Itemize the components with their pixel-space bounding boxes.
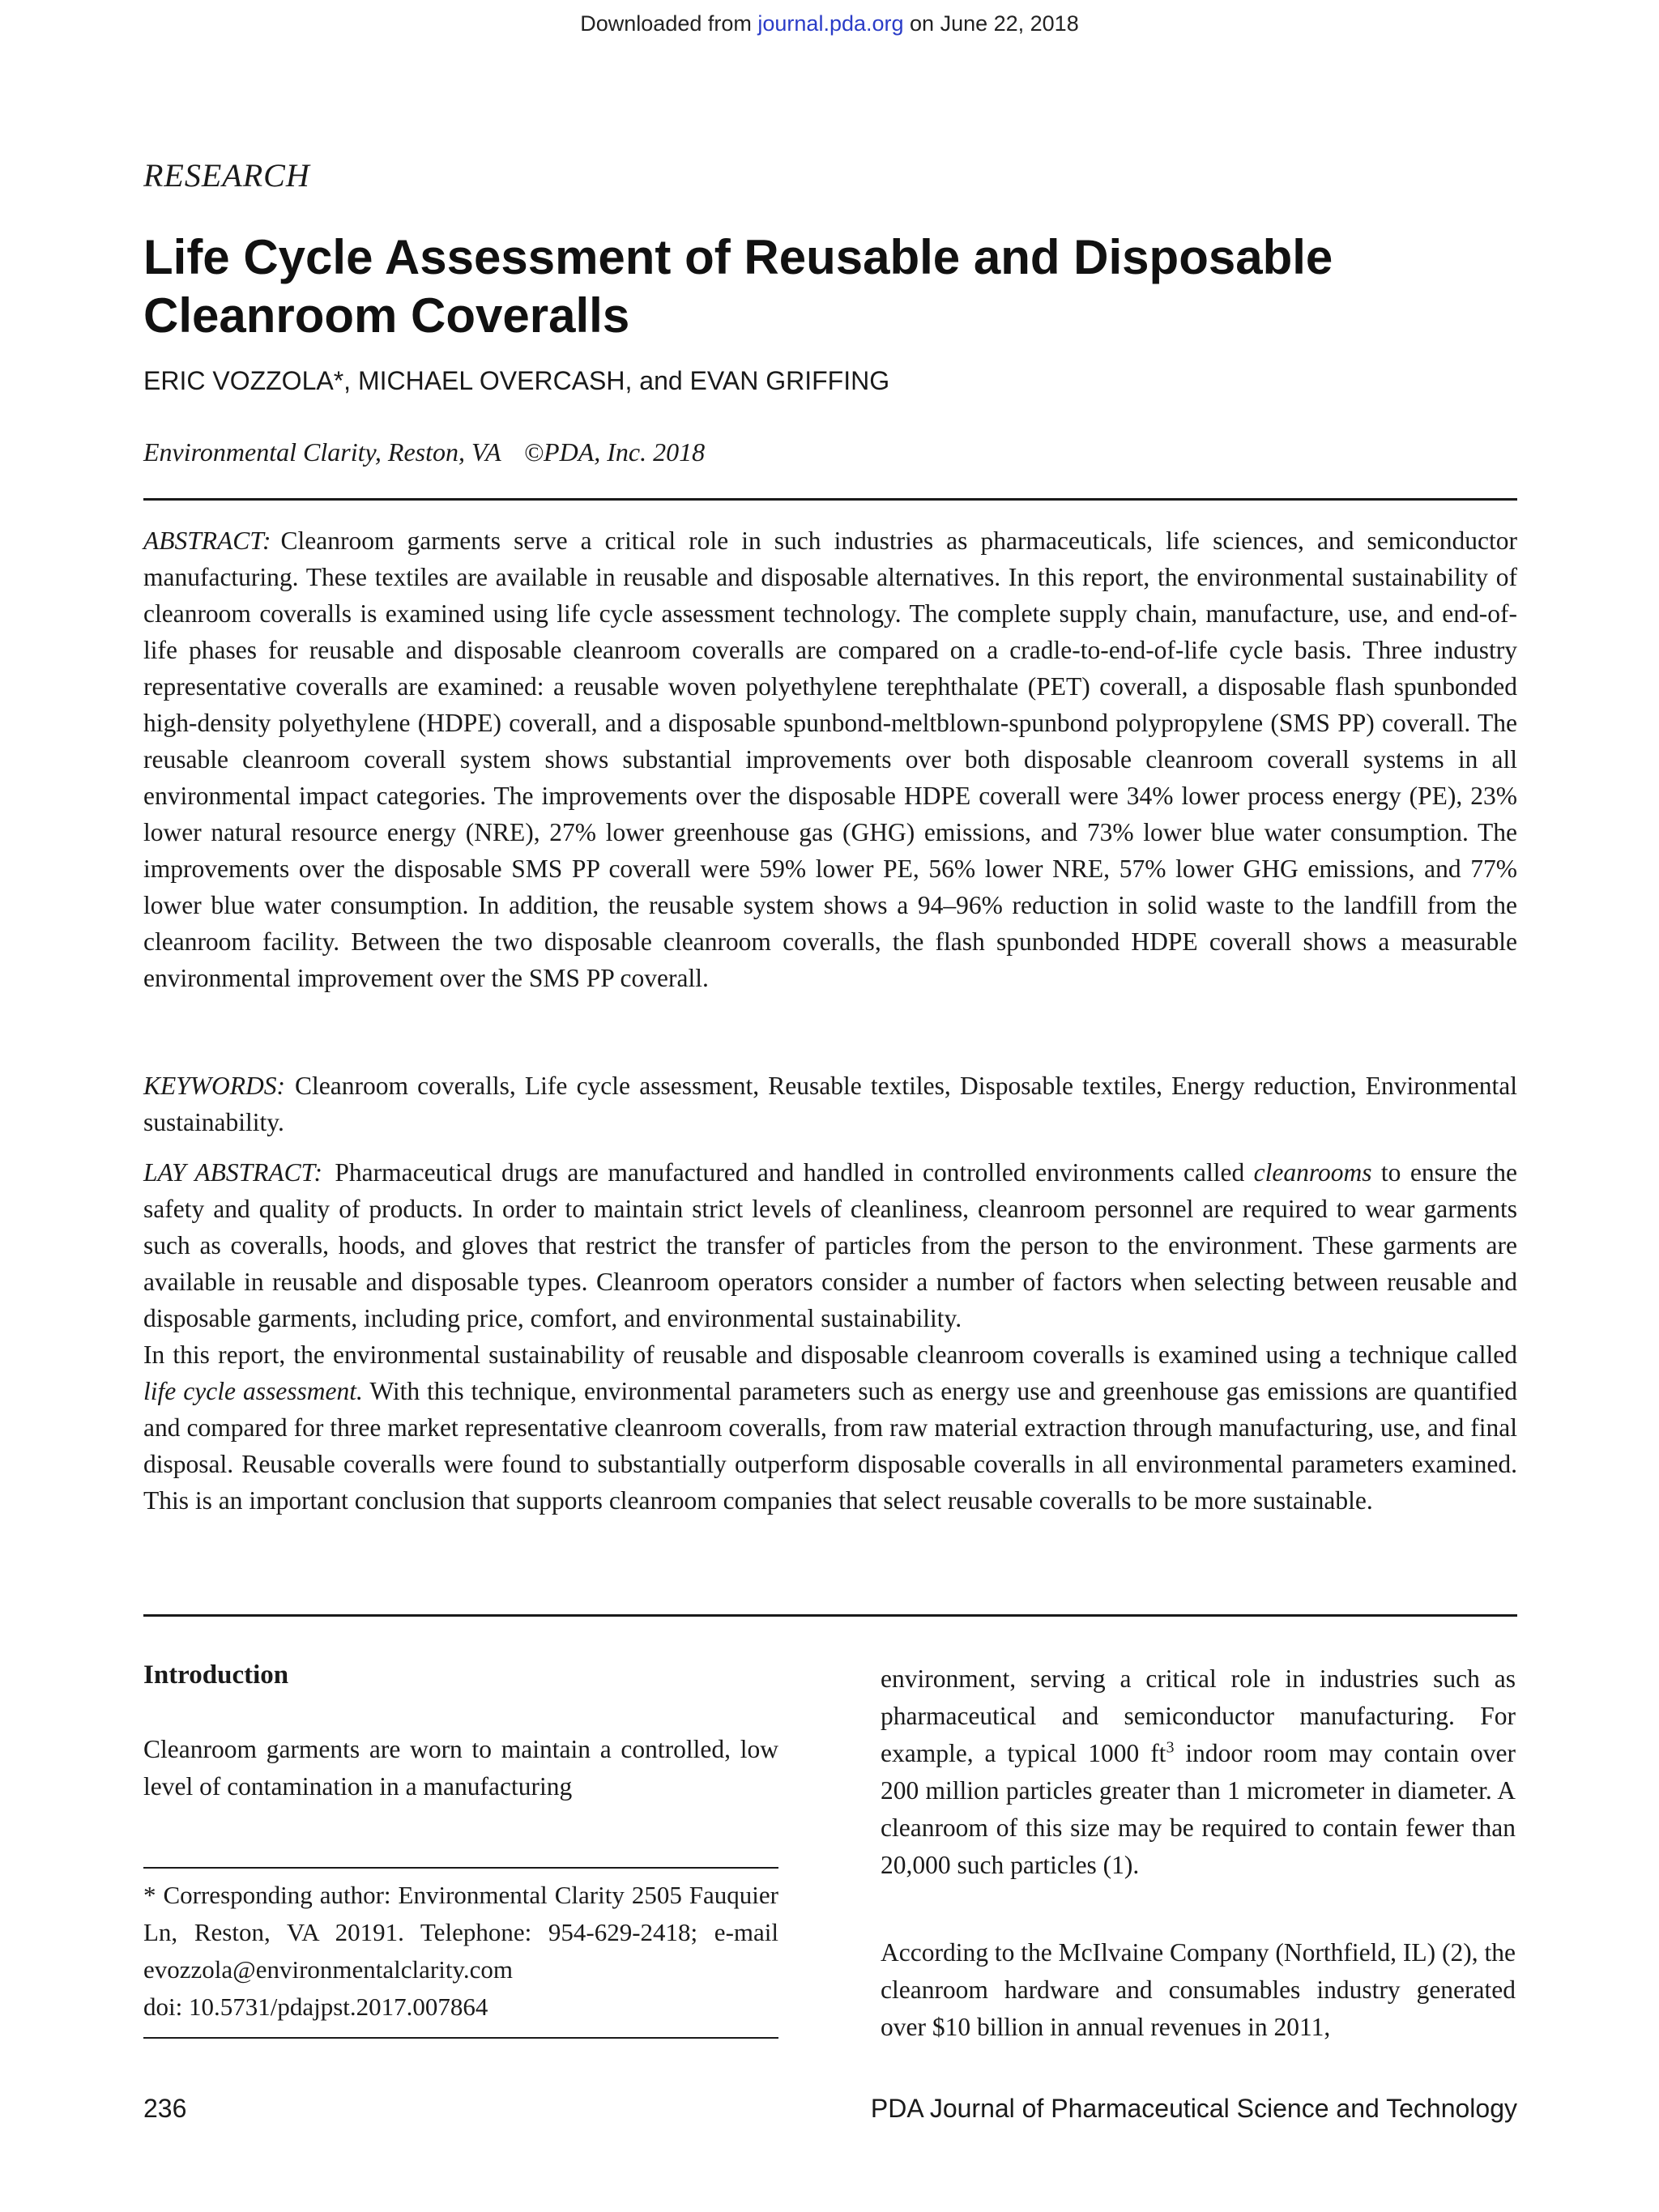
right-column-paragraph-1	[881, 1660, 1516, 1884]
abstract-text: Cleanroom garments serve a critical role in such industries as pharmaceuticals, life sciences, and semiconductor manufacturing. These textiles are available in reusable and disposable alternatives. In this report, the environmental sustainability of cleanroom coveralls is examined using life cycle assessment technology. The complete supply chain, manufacture, use, and end-of-life phases for reusable and disposable cleanroom coveralls are compared on a cradle-to-end-of-life cycle basis. Three industry representative coveralls are examined: a reusable woven polyethylene terephthalate (PET) coverall, a disposable flash spunbonded high-density polyethylene (HDPE) coverall, and a disposable spunbond-meltblown-spunbond polypropylene (SMS PP) coverall. The reusable cleanroom coverall system shows substantial improvements over both disposable cleanroom coverall systems in all environmental impact categories. The improvements over the disposable HDPE coverall were 34% lower process energy (PE), 23% lower natural resource energy (NRE), 27% lower greenhouse gas (GHG) emissions, and 73% lower blue water consumption. The improvements over the disposable SMS PP coverall were 59% lower PE, 56% lower NRE, 57% lower GHG emissions, and 77% lower blue water consumption. In addition, the reusable system shows a 94–96% reduction in solid waste to the landfill from the cleanroom facility. Between the two disposable cleanroom coveralls, the flash spunbonded HDPE coverall shows a measurable environmental improvement over the SMS PP coverall.	[143, 526, 1517, 992]
cubic-superscript: 3	[1166, 1738, 1175, 1757]
authors: ERIC VOZZOLA*, MICHAEL OVERCASH, and EVAN GRIFFING	[143, 366, 890, 395]
download-prefix: Downloaded from	[580, 11, 758, 36]
divider-top	[143, 498, 1517, 501]
lay-abstract-label: LAY ABSTRACT:	[143, 1158, 322, 1187]
right-p1-text: environment, serving a critical role in industries such as pharmaceutical and semiconductor manufacturing. For example, a typical 1000 ft	[881, 1664, 1516, 1767]
keywords	[143, 1068, 1517, 1140]
introduction-paragraph: Cleanroom garments are worn to maintain a controlled, low level of contamination in a manufacturing	[143, 1735, 778, 1801]
keywords-label: KEYWORDS:	[143, 1072, 285, 1100]
download-suffix: on June 22, 2018	[903, 11, 1079, 36]
lay-p2-italic: life cycle assessment.	[143, 1377, 363, 1405]
journal-name: PDA Journal of Pharmaceutical Science and Technology	[870, 2094, 1517, 2123]
keywords-text: Cleanroom coveralls, Life cycle assessment, Reusable textiles, Disposable textiles, Energy reduction, Environmental sustainability.	[143, 1072, 1517, 1136]
lay-p2-text-end: With this technique, environmental parameters such as energy use and greenhouse gas emissions are quantified and compared for three market representative cleanroom coveralls, from raw material extraction through manufacturing, use, and final disposal. Reusable coveralls were found to substantially outperform disposable coveralls in all environmental parameters examined. This is an important conclusion that supports cleanroom companies that select reusable coveralls to be more sustainable.	[143, 1377, 1517, 1515]
right-column-paragraph-2: According to the McIlvaine Company (Northfield, IL) (2), the cleanroom hardware and consumables industry generated over $10 billion in annual revenues in 2011,	[881, 1938, 1516, 2041]
lay-abstract-paragraph-1	[143, 1154, 1517, 1336]
lay-p1-text-end: to ensure the safety and quality of products. In order to maintain strict levels of cleanliness, cleanroom personnel are required to wear garments such as coveralls, hoods, and gloves that restrict the transfer of particles from the person to the environment. These garments are available in reusable and disposable types. Cleanroom operators consider a number of factors when selecting between reusable and disposable garments, including price, comfort, and environmental sustainability.	[143, 1158, 1517, 1332]
right-p1-text-end: indoor room may contain over 200 million particles greater than 1 micrometer in diameter. A cleanroom of this size may be required to contain fewer than 20,000 such particles (1).	[881, 1739, 1516, 1879]
page-number: 236	[143, 2094, 187, 2123]
journal-link[interactable]: journal.pda.org	[757, 11, 904, 36]
lay-abstract-paragraph-2	[143, 1336, 1517, 1519]
introduction-heading: Introduction	[143, 1660, 289, 1690]
lay-p2-text: In this report, the environmental sustainability of reusable and disposable cleanroom coveralls is examined using a technique called	[143, 1340, 1517, 1369]
lay-abstract	[143, 1154, 1517, 1519]
footnote	[143, 1867, 778, 2039]
lay-p1-italic: cleanrooms	[1253, 1158, 1372, 1187]
lay-p1-text: Pharmaceutical drugs are manufactured and handled in controlled environments called	[335, 1158, 1254, 1187]
abstract	[143, 522, 1517, 996]
article-title: Life Cycle Assessment of Reusable and Disposable Cleanroom Coveralls	[143, 230, 1333, 343]
affiliation: Environmental Clarity, Reston, VA	[143, 437, 501, 467]
abstract-label: ABSTRACT:	[143, 526, 271, 555]
download-notice	[0, 11, 1659, 36]
corresponding-author-note: * Corresponding author: Environmental Clarity 2505 Fauquier Ln, Reston, VA 20191. Telephone: 954-629-2418; e-mail evozzola@environmentalclarity.com	[143, 1881, 778, 1984]
doi: doi: 10.5731/pdajpst.2017.007864	[143, 1993, 488, 2021]
divider-bottom	[143, 1614, 1517, 1617]
section-label: RESEARCH	[143, 157, 310, 194]
copyright: ©PDA, Inc. 2018	[523, 437, 706, 467]
affiliation-line	[143, 437, 705, 467]
